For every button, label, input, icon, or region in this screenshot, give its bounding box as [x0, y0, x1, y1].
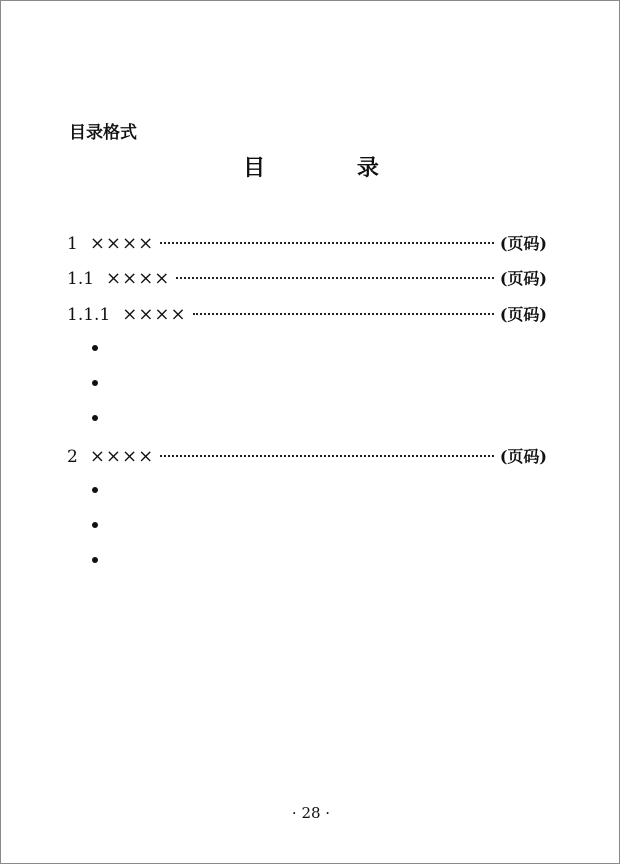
page-number: · 28 ·	[291, 804, 331, 822]
dot-leader	[176, 277, 493, 279]
toc-entry-heading: ××××	[89, 446, 155, 467]
toc-entry-number: 1.1.1	[67, 305, 111, 325]
toc-entry-1	[67, 231, 547, 255]
section-label: 目录格式	[69, 123, 137, 143]
toc-entry-heading: ××××	[122, 304, 187, 325]
toc-entry-number: 1.1	[67, 269, 95, 289]
toc-entry-page-ref: (页码)	[499, 305, 547, 324]
ellipsis-bullet	[92, 345, 98, 351]
toc-entry-heading: ××××	[89, 233, 155, 254]
toc-entry-page-ref: (页码)	[499, 447, 547, 466]
toc-entry-1-1	[67, 266, 547, 290]
ellipsis-bullet	[92, 557, 98, 563]
toc-entry-heading: ××××	[106, 268, 171, 289]
toc-entry-number: 1	[67, 234, 78, 254]
ellipsis-bullet	[92, 522, 98, 528]
toc-entry-2	[67, 444, 547, 468]
ellipsis-bullet	[92, 487, 98, 493]
ellipsis-bullet	[92, 380, 98, 386]
dot-leader	[160, 242, 494, 244]
dot-leader	[193, 313, 494, 315]
toc-entry-page-ref: (页码)	[499, 234, 547, 253]
toc-entry-1-1-1	[67, 302, 547, 326]
toc-entry-page-ref: (页码)	[499, 269, 547, 288]
toc-title: 目 录	[243, 156, 421, 181]
ellipsis-bullet	[92, 415, 98, 421]
dot-leader	[160, 455, 494, 457]
toc-entry-number: 2	[67, 447, 78, 467]
